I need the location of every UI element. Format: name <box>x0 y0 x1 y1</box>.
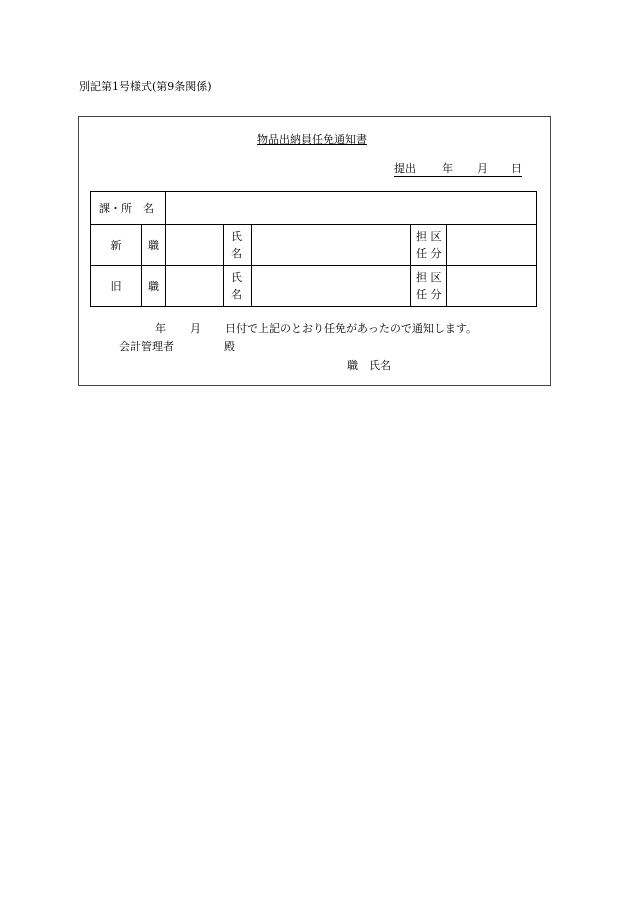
new-assignment-label-top: 担 区 <box>416 230 442 243</box>
dept-label-cell <box>91 192 166 225</box>
notice-month-label: 月 <box>190 322 201 335</box>
notice-text: 日付で上記のとおり任免があったので通知します。 <box>225 322 478 335</box>
new-label: 新 <box>110 238 122 252</box>
notice-year-label: 年 <box>155 322 166 335</box>
dept-label: 課・所 名 <box>99 201 154 215</box>
new-position-label: 職 <box>148 238 159 252</box>
old-position-field[interactable] <box>166 266 224 307</box>
submission-year-label: 年 <box>442 162 453 175</box>
addressee-name: 会計管理者 <box>119 340 174 353</box>
old-position-label: 職 <box>148 279 159 293</box>
dept-row <box>91 192 537 225</box>
submission-label: 提出 <box>394 162 416 175</box>
old-assignment-label-bottom: 任 分 <box>416 288 442 301</box>
submission-underline <box>394 176 522 177</box>
new-position-label-cell <box>142 225 166 266</box>
new-position-row <box>91 225 537 266</box>
signature-label: 職 氏名 <box>347 359 391 372</box>
addressee-honorific: 殿 <box>224 340 235 353</box>
new-assignment-label-bottom: 任 分 <box>416 247 442 260</box>
new-name-label-cell <box>224 225 252 266</box>
old-label: 旧 <box>110 279 122 293</box>
new-name-label-bottom: 名 <box>231 247 242 260</box>
submission-month-label: 月 <box>477 162 488 175</box>
dept-value-field[interactable] <box>166 192 537 225</box>
new-label-cell <box>91 225 142 266</box>
new-position-field[interactable] <box>166 225 224 266</box>
appointment-table <box>90 191 537 307</box>
new-assignment-label-cell <box>411 225 447 266</box>
new-name-label-top: 氏 <box>231 230 242 243</box>
old-position-row <box>91 266 537 307</box>
old-assignment-field[interactable] <box>447 266 537 307</box>
form-reference: 別記第1号様式(第9条関係) <box>79 80 212 93</box>
old-label-cell <box>91 266 142 307</box>
form-title: 物品出納員任免通知書 <box>257 133 367 146</box>
old-assignment-label-cell <box>411 266 447 307</box>
old-position-label-cell <box>142 266 166 307</box>
submission-day-label: 日 <box>511 162 522 175</box>
new-name-field[interactable] <box>252 225 411 266</box>
old-assignment-label-top: 担 区 <box>416 271 442 284</box>
old-name-label-top: 氏 <box>231 271 242 284</box>
old-name-label-cell <box>224 266 252 307</box>
old-name-label-bottom: 名 <box>231 288 242 301</box>
old-name-field[interactable] <box>252 266 411 307</box>
new-assignment-field[interactable] <box>447 225 537 266</box>
